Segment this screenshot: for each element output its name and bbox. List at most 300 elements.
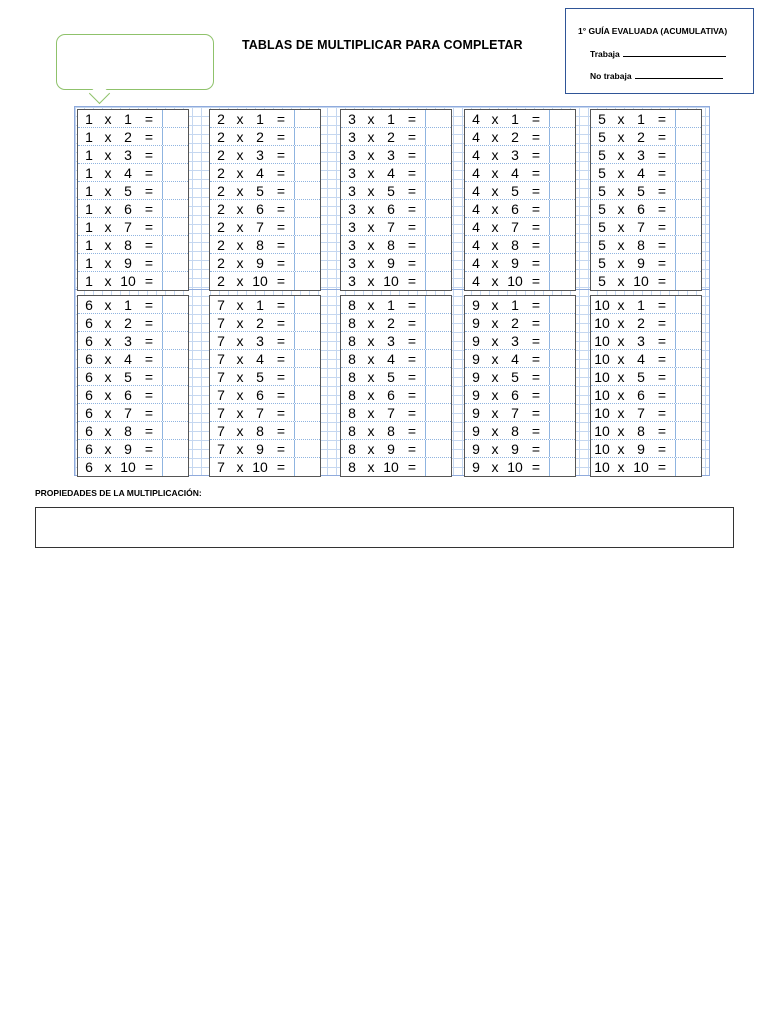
factor-b: 2: [637, 314, 645, 331]
factor-b: 8: [387, 236, 395, 253]
table-row: [78, 368, 188, 386]
equals-sign: =: [531, 459, 541, 475]
equals-sign: =: [144, 386, 154, 403]
table-row: [78, 458, 188, 476]
factor-b: 8: [637, 236, 645, 253]
answer-blank[interactable]: [425, 218, 426, 235]
factor-a: 7: [217, 459, 225, 475]
factor-a: 5: [598, 164, 606, 181]
table-row: [78, 182, 188, 200]
table-row: [78, 404, 188, 422]
answer-blank[interactable]: [162, 146, 163, 163]
answer-blank[interactable]: [425, 440, 426, 457]
answer-blank[interactable]: [675, 440, 676, 457]
operator: x: [367, 296, 375, 313]
factor-b: 3: [387, 332, 395, 349]
answer-blank[interactable]: [675, 146, 676, 163]
table-row: [465, 218, 575, 236]
operator: x: [367, 146, 375, 163]
answer-blank[interactable]: [675, 404, 676, 421]
operator: x: [236, 314, 244, 331]
operator: x: [491, 218, 499, 235]
table-row: [78, 164, 188, 182]
factor-a: 4: [472, 200, 480, 217]
factor-a: 2: [217, 128, 225, 145]
answer-blank[interactable]: [425, 164, 426, 181]
answer-blank[interactable]: [162, 296, 163, 313]
factor-b: 4: [387, 350, 395, 367]
equals-sign: =: [144, 422, 154, 439]
table-row: [465, 314, 575, 332]
answer-blank[interactable]: [549, 422, 550, 439]
factor-a: 3: [348, 236, 356, 253]
operator: x: [491, 273, 499, 289]
answer-blank[interactable]: [425, 350, 426, 367]
answer-blank[interactable]: [675, 368, 676, 385]
answer-blank[interactable]: [425, 368, 426, 385]
answer-blank[interactable]: [549, 254, 550, 271]
operator: x: [367, 164, 375, 181]
table-row: [591, 110, 701, 128]
table-row: [341, 272, 451, 290]
operator: x: [236, 146, 244, 163]
factor-a: 3: [348, 110, 356, 127]
factor-a: 3: [348, 254, 356, 271]
factor-b: 8: [637, 422, 645, 439]
equals-sign: =: [657, 350, 667, 367]
factor-a: 10: [594, 296, 610, 313]
answer-blank[interactable]: [294, 164, 295, 181]
factor-b: 3: [387, 146, 395, 163]
table-of-5: [590, 109, 702, 291]
answer-blank[interactable]: [675, 272, 676, 290]
factor-a: 6: [85, 368, 93, 385]
answer-blank[interactable]: [549, 236, 550, 253]
factor-b: 1: [511, 296, 519, 313]
answer-blank[interactable]: [425, 128, 426, 145]
factor-b: 8: [511, 236, 519, 253]
answer-blank[interactable]: [162, 200, 163, 217]
answer-blank[interactable]: [549, 146, 550, 163]
operator: x: [617, 404, 625, 421]
answer-blank[interactable]: [162, 422, 163, 439]
works-line: [590, 47, 726, 59]
table-row: [465, 404, 575, 422]
operator: x: [367, 110, 375, 127]
operator: x: [491, 110, 499, 127]
operator: x: [236, 128, 244, 145]
factor-b: 1: [256, 110, 264, 127]
factor-b: 5: [511, 368, 519, 385]
answer-blank[interactable]: [549, 350, 550, 367]
operator: x: [104, 236, 112, 253]
answer-blank[interactable]: [162, 368, 163, 385]
answer-blank[interactable]: [294, 350, 295, 367]
factor-a: 5: [598, 200, 606, 217]
factor-a: 1: [85, 236, 93, 253]
factor-b: 9: [511, 254, 519, 271]
factor-a: 8: [348, 332, 356, 349]
answer-blank[interactable]: [549, 164, 550, 181]
table-row: [591, 236, 701, 254]
answer-blank[interactable]: [425, 200, 426, 217]
operator: x: [367, 404, 375, 421]
table-row: [210, 422, 320, 440]
factor-a: 2: [217, 218, 225, 235]
table-row: [210, 404, 320, 422]
answer-blank[interactable]: [675, 422, 676, 439]
equals-sign: =: [276, 200, 286, 217]
answer-blank[interactable]: [294, 404, 295, 421]
equals-sign: =: [144, 350, 154, 367]
answer-blank[interactable]: [675, 350, 676, 367]
answer-blank[interactable]: [294, 254, 295, 271]
not-works-blank[interactable]: [635, 69, 723, 79]
factor-a: 7: [217, 368, 225, 385]
answer-blank[interactable]: [549, 200, 550, 217]
operator: x: [491, 254, 499, 271]
properties-answer-box[interactable]: [35, 507, 734, 548]
answer-blank[interactable]: [549, 128, 550, 145]
factor-a: 6: [85, 459, 93, 475]
answer-blank[interactable]: [162, 236, 163, 253]
answer-blank[interactable]: [294, 200, 295, 217]
factor-a: 5: [598, 236, 606, 253]
table-row: [210, 272, 320, 290]
factor-b: 7: [124, 404, 132, 421]
table-row: [341, 254, 451, 272]
factor-a: 10: [594, 332, 610, 349]
operator: x: [104, 254, 112, 271]
factor-b: 9: [387, 254, 395, 271]
answer-blank[interactable]: [675, 254, 676, 271]
answer-blank[interactable]: [162, 350, 163, 367]
table-row: [78, 146, 188, 164]
answer-blank[interactable]: [294, 236, 295, 253]
table-row: [210, 386, 320, 404]
works-blank[interactable]: [623, 47, 726, 57]
factor-b: 8: [387, 422, 395, 439]
table-row: [465, 296, 575, 314]
table-row: [591, 368, 701, 386]
factor-a: 2: [217, 236, 225, 253]
answer-blank[interactable]: [549, 296, 550, 313]
equals-sign: =: [531, 110, 541, 127]
factor-b: 1: [256, 296, 264, 313]
operator: x: [104, 200, 112, 217]
answer-blank[interactable]: [162, 110, 163, 127]
equals-sign: =: [657, 110, 667, 127]
operator: x: [236, 200, 244, 217]
answer-blank[interactable]: [675, 182, 676, 199]
factor-a: 4: [472, 218, 480, 235]
factor-b: 4: [511, 350, 519, 367]
factor-b: 6: [637, 200, 645, 217]
answer-blank[interactable]: [425, 236, 426, 253]
answer-blank[interactable]: [425, 272, 426, 290]
answer-blank[interactable]: [425, 458, 426, 476]
answer-blank[interactable]: [294, 386, 295, 403]
operator: x: [491, 368, 499, 385]
operator: x: [104, 368, 112, 385]
answer-blank[interactable]: [425, 296, 426, 313]
factor-a: 10: [594, 368, 610, 385]
table-row: [465, 128, 575, 146]
operator: x: [104, 332, 112, 349]
factor-b: 7: [637, 218, 645, 235]
factor-b: 6: [511, 200, 519, 217]
answer-blank[interactable]: [675, 332, 676, 349]
page-title: TABLAS DE MULTIPLICAR PARA COMPLETAR: [242, 38, 523, 52]
answer-blank[interactable]: [162, 458, 163, 476]
equals-sign: =: [407, 200, 417, 217]
equals-sign: =: [531, 332, 541, 349]
equals-sign: =: [144, 273, 154, 289]
answer-blank[interactable]: [675, 200, 676, 217]
factor-b: 5: [511, 182, 519, 199]
factor-b: 2: [387, 128, 395, 145]
factor-b: 1: [387, 296, 395, 313]
factor-b: 10: [120, 459, 136, 475]
operator: x: [104, 110, 112, 127]
equals-sign: =: [657, 182, 667, 199]
equals-sign: =: [144, 296, 154, 313]
answer-blank[interactable]: [425, 110, 426, 127]
answer-blank[interactable]: [549, 182, 550, 199]
answer-blank[interactable]: [549, 458, 550, 476]
operator: x: [491, 164, 499, 181]
factor-b: 10: [507, 273, 523, 289]
factor-b: 7: [511, 404, 519, 421]
equals-sign: =: [531, 368, 541, 385]
factor-a: 8: [348, 459, 356, 475]
answer-blank[interactable]: [675, 110, 676, 127]
answer-blank[interactable]: [425, 254, 426, 271]
factor-a: 4: [472, 110, 480, 127]
table-row: [591, 296, 701, 314]
answer-blank[interactable]: [162, 128, 163, 145]
answer-blank[interactable]: [549, 272, 550, 290]
answer-blank[interactable]: [425, 146, 426, 163]
answer-blank[interactable]: [675, 164, 676, 181]
factor-a: 4: [472, 146, 480, 163]
operator: x: [236, 296, 244, 313]
factor-a: 9: [472, 296, 480, 313]
answer-blank[interactable]: [294, 110, 295, 127]
operator: x: [617, 350, 625, 367]
answer-blank[interactable]: [675, 296, 676, 313]
table-row: [78, 110, 188, 128]
table-row: [591, 218, 701, 236]
answer-blank[interactable]: [162, 404, 163, 421]
answer-blank[interactable]: [425, 314, 426, 331]
answer-blank[interactable]: [162, 254, 163, 271]
answer-blank[interactable]: [294, 218, 295, 235]
operator: x: [491, 296, 499, 313]
equals-sign: =: [407, 422, 417, 439]
factor-b: 1: [637, 296, 645, 313]
table-row: [465, 110, 575, 128]
factor-a: 6: [85, 440, 93, 457]
equals-sign: =: [531, 404, 541, 421]
factor-b: 6: [256, 200, 264, 217]
answer-blank[interactable]: [549, 332, 550, 349]
table-row: [78, 386, 188, 404]
equals-sign: =: [144, 459, 154, 475]
answer-blank[interactable]: [675, 236, 676, 253]
table-row: [78, 128, 188, 146]
table-row: [591, 458, 701, 476]
answer-blank[interactable]: [425, 182, 426, 199]
answer-blank[interactable]: [549, 314, 550, 331]
equals-sign: =: [657, 200, 667, 217]
equals-sign: =: [144, 440, 154, 457]
table-row: [341, 182, 451, 200]
factor-a: 5: [598, 182, 606, 199]
factor-a: 3: [348, 146, 356, 163]
operator: x: [491, 200, 499, 217]
answer-blank[interactable]: [162, 218, 163, 235]
factor-a: 1: [85, 146, 93, 163]
answer-blank[interactable]: [549, 404, 550, 421]
factor-a: 1: [85, 218, 93, 235]
operator: x: [617, 164, 625, 181]
factor-a: 2: [217, 273, 225, 289]
table-row: [341, 236, 451, 254]
factor-a: 6: [85, 422, 93, 439]
factor-b: 9: [256, 254, 264, 271]
answer-blank[interactable]: [549, 386, 550, 403]
answer-blank[interactable]: [294, 332, 295, 349]
factor-a: 7: [217, 422, 225, 439]
answer-blank[interactable]: [675, 386, 676, 403]
factor-a: 10: [594, 314, 610, 331]
factor-a: 10: [594, 350, 610, 367]
factor-a: 7: [217, 404, 225, 421]
factor-b: 7: [256, 218, 264, 235]
operator: x: [236, 236, 244, 253]
table-row: [465, 440, 575, 458]
table-row: [78, 236, 188, 254]
answer-blank[interactable]: [294, 182, 295, 199]
equals-sign: =: [657, 368, 667, 385]
equals-sign: =: [407, 350, 417, 367]
answer-blank[interactable]: [675, 458, 676, 476]
factor-b: 2: [637, 128, 645, 145]
table-of-3: [340, 109, 452, 291]
answer-blank[interactable]: [294, 458, 295, 476]
answer-blank[interactable]: [294, 272, 295, 290]
answer-blank[interactable]: [549, 440, 550, 457]
answer-blank[interactable]: [675, 128, 676, 145]
operator: x: [617, 296, 625, 313]
answer-blank[interactable]: [294, 422, 295, 439]
equals-sign: =: [144, 314, 154, 331]
table-row: [210, 458, 320, 476]
factor-b: 5: [387, 368, 395, 385]
equals-sign: =: [657, 218, 667, 235]
factor-b: 8: [124, 422, 132, 439]
answer-blank[interactable]: [549, 368, 550, 385]
operator: x: [236, 273, 244, 289]
operator: x: [236, 164, 244, 181]
equals-sign: =: [144, 200, 154, 217]
equals-sign: =: [276, 296, 286, 313]
answer-blank[interactable]: [162, 182, 163, 199]
answer-blank[interactable]: [425, 422, 426, 439]
factor-b: 6: [124, 386, 132, 403]
answer-blank[interactable]: [162, 272, 163, 290]
factor-a: 9: [472, 422, 480, 439]
table-row: [591, 332, 701, 350]
factor-b: 10: [633, 459, 649, 475]
answer-blank[interactable]: [162, 440, 163, 457]
factor-a: 7: [217, 314, 225, 331]
answer-blank[interactable]: [294, 440, 295, 457]
operator: x: [236, 386, 244, 403]
answer-blank[interactable]: [162, 164, 163, 181]
answer-blank[interactable]: [549, 218, 550, 235]
table-row: [341, 404, 451, 422]
answer-blank[interactable]: [675, 218, 676, 235]
answer-blank[interactable]: [294, 368, 295, 385]
table-row: [465, 236, 575, 254]
answer-blank[interactable]: [294, 314, 295, 331]
answer-blank[interactable]: [425, 332, 426, 349]
table-row: [465, 350, 575, 368]
table-of-1: [77, 109, 189, 291]
table-row: [210, 314, 320, 332]
factor-a: 4: [472, 164, 480, 181]
operator: x: [367, 440, 375, 457]
operator: x: [236, 218, 244, 235]
answer-blank[interactable]: [675, 314, 676, 331]
factor-a: 2: [217, 110, 225, 127]
factor-a: 8: [348, 422, 356, 439]
equals-sign: =: [407, 459, 417, 475]
table-row: [78, 440, 188, 458]
answer-blank[interactable]: [162, 332, 163, 349]
factor-a: 1: [85, 182, 93, 199]
factor-b: 1: [124, 296, 132, 313]
table-row: [341, 218, 451, 236]
factor-a: 1: [85, 200, 93, 217]
operator: x: [491, 314, 499, 331]
factor-a: 1: [85, 110, 93, 127]
operator: x: [104, 146, 112, 163]
answer-blank[interactable]: [294, 146, 295, 163]
factor-a: 9: [472, 314, 480, 331]
factor-b: 1: [387, 110, 395, 127]
answer-blank[interactable]: [162, 314, 163, 331]
operator: x: [617, 440, 625, 457]
operator: x: [617, 273, 625, 289]
answer-blank[interactable]: [549, 110, 550, 127]
operator: x: [367, 368, 375, 385]
answer-blank[interactable]: [425, 386, 426, 403]
factor-b: 4: [256, 164, 264, 181]
table-row: [78, 332, 188, 350]
factor-a: 10: [594, 440, 610, 457]
answer-blank[interactable]: [294, 128, 295, 145]
answer-blank[interactable]: [162, 386, 163, 403]
answer-blank[interactable]: [294, 296, 295, 313]
equals-sign: =: [144, 164, 154, 181]
answer-blank[interactable]: [425, 404, 426, 421]
table-of-2: [209, 109, 321, 291]
table-row: [341, 128, 451, 146]
operator: x: [104, 314, 112, 331]
